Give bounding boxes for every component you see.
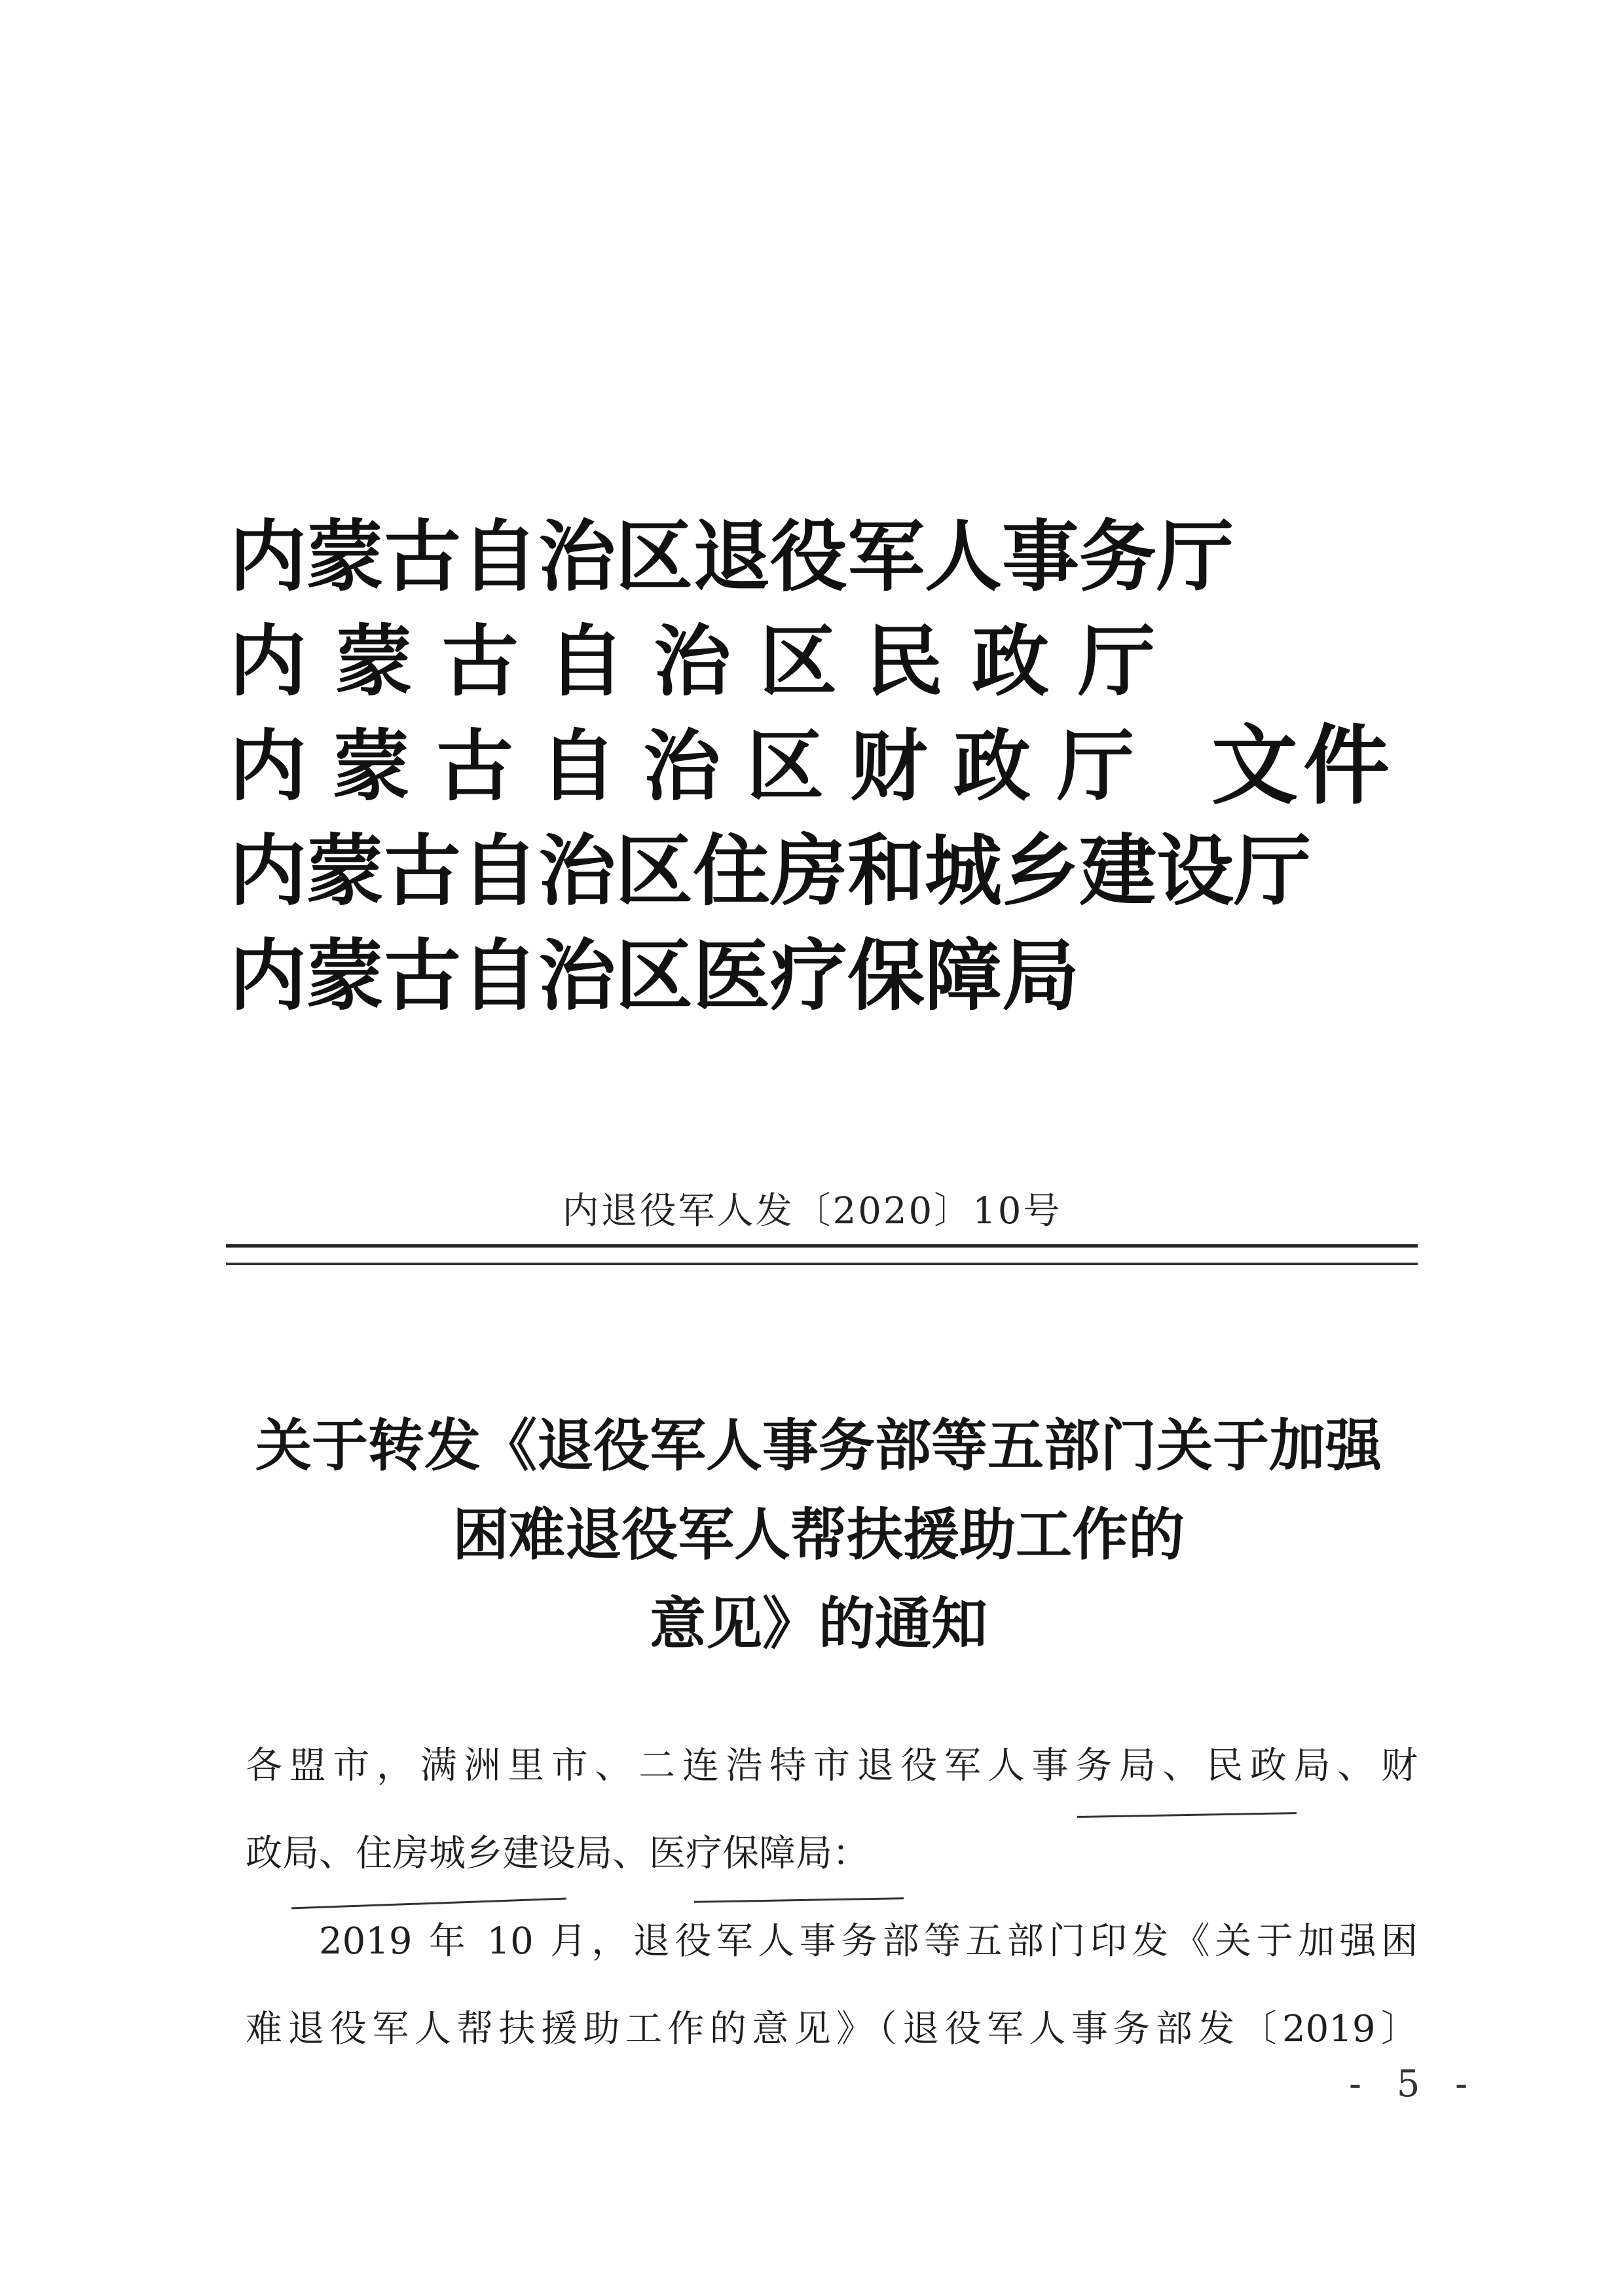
page-number: - 5 - [1349,2063,1480,2105]
body-line: 2019 年 10 月，退役军人事务部等五部门印发《关于加强困 [319,1920,1418,1963]
document-type: 文件 [1211,715,1395,817]
document-number: 内退役军人发〔2020〕10号 [562,1190,1062,1232]
document-body [246,1722,1418,2073]
title-line: 关于转发《退役军人事务部等五部门关于加强 [255,1413,1382,1479]
addressee-line: 政局、住房城乡建设局、医疗保障局： [246,1832,869,1875]
body-line: 难退役军人帮扶援助工作的意见》（退役军人事务部发〔2019〕 [246,2008,1418,2050]
header-divider-secondary [226,1263,1418,1265]
title-line: 困难退役军人帮扶援助工作的 [452,1502,1185,1568]
issuer-row [229,717,1473,822]
addressee-line: 各盟市，满洲里市、二连浩特市退役军人事务局、民政局、财 [246,1745,1418,1787]
issuer-name: 内蒙古自治区医疗保障局 [229,930,1080,1021]
header-divider [226,1244,1418,1248]
issuer-row [229,822,1473,927]
issuer-name: 内蒙古自治区财政厅 [229,720,1161,811]
issuing-authorities [229,508,1473,1031]
issuer-name: 内蒙古自治区退役军人事务厅 [229,511,1234,602]
issuer-name: 内蒙古自治区民政厅 [229,616,1185,707]
issuer-row [229,612,1473,717]
issuer-row [229,927,1473,1031]
issuer-row [229,508,1473,612]
document-title [196,1401,1441,1669]
issuer-name: 内蒙古自治区住房和城乡建设厅 [229,825,1312,916]
title-line: 意见》的通知 [650,1591,987,1657]
